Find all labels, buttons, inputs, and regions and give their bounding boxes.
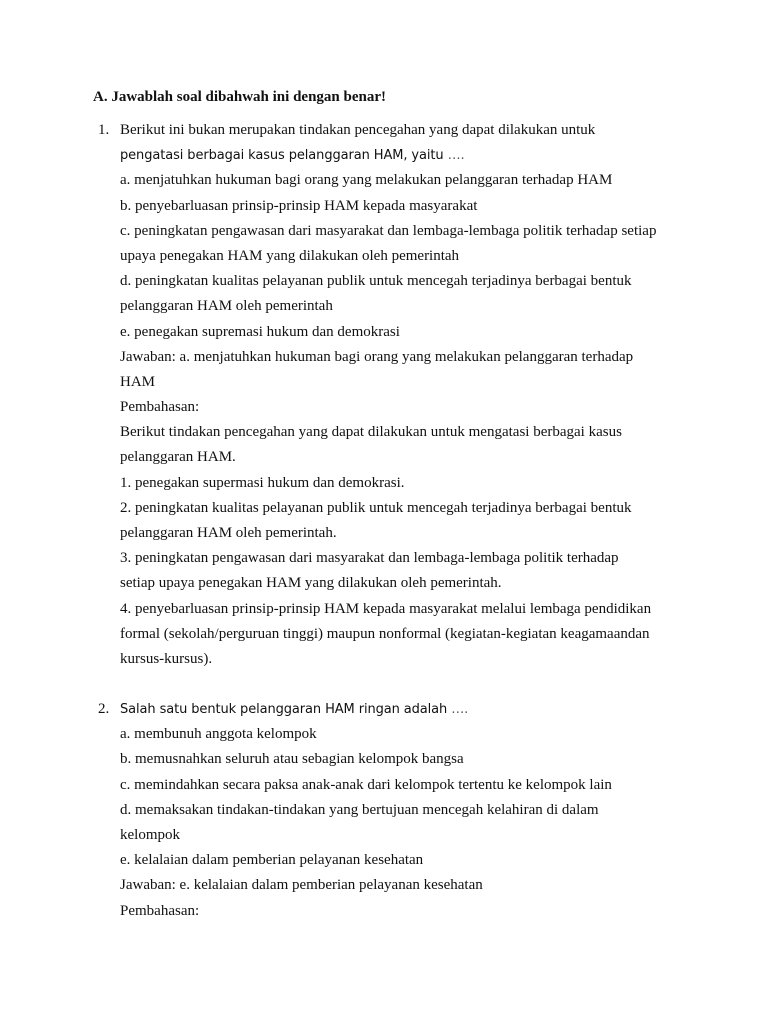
question-body bbox=[120, 118, 680, 672]
question-stem-line: Berikut ini bukan merupakan tindakan pencegahan yang dapat dilakukan untuk bbox=[120, 122, 596, 138]
option-e: e. kelalaian dalam pemberian pelayanan kesehatan bbox=[120, 852, 424, 869]
discussion-label: Pembahasan: bbox=[120, 399, 200, 416]
discussion-line: 3. peningkatan pengawasan dari masyarakat dan lembaga-lembaga politik terhadap bbox=[120, 550, 619, 567]
option-a: a. membunuh anggota kelompok bbox=[120, 726, 317, 743]
question-stem-line: Salah satu bentuk pelanggaran HAM ringan adalah …. bbox=[120, 702, 469, 717]
option-d-continued: kelompok bbox=[120, 826, 180, 843]
discussion-label: Pembahasan: bbox=[120, 902, 200, 919]
discussion-line: 4. penyebarluasan prinsip-prinsip HAM kepada masyarakat melalui lembaga pendidikan bbox=[120, 600, 652, 617]
option-b: b. penyebarluasan prinsip-prinsip HAM kepada masyarakat bbox=[120, 197, 478, 214]
option-c: c. memindahkan secara paksa anak-anak dari kelompok tertentu ke kelompok lain bbox=[120, 776, 612, 793]
answer-line-continued: HAM bbox=[120, 373, 156, 390]
question-number: 1. bbox=[98, 122, 110, 138]
option-e: e. penegakan supremasi hukum dan demokrasi bbox=[120, 323, 400, 340]
discussion-line: setiap upaya penegakan HAM yang dilakukan oleh pemerintah. bbox=[120, 575, 502, 592]
discussion-line: kursus-kursus). bbox=[120, 650, 213, 667]
ellipsis: …. bbox=[447, 148, 465, 164]
option-d-continued: pelanggaran HAM oleh pemerintah bbox=[120, 298, 333, 315]
discussion-line: pelanggaran HAM oleh pemerintah. bbox=[120, 525, 337, 541]
discussion-line: Berikut tindakan pencegahan yang dapat dilakukan untuk mengatasi berbagai kasus bbox=[120, 424, 622, 441]
answer-line: Jawaban: e. kelalaian dalam pemberian pelayanan kesehatan bbox=[120, 877, 483, 894]
option-c: c. peningkatan pengawasan dari masyarakat dan lembaga-lembaga politik terhadap setiap bbox=[120, 222, 657, 239]
question-stem-line: pengatasi berbagai kasus pelanggaran HAM, yaitu …. bbox=[120, 148, 465, 164]
option-c-continued: upaya penegakan HAM yang dilakukan oleh pemerintah bbox=[120, 247, 460, 264]
discussion-line: 2. peningkatan kualitas pelayanan publik untuk mencegah terjadinya berbagai bentuk bbox=[120, 499, 632, 516]
discussion-line: pelanggaran HAM. bbox=[120, 449, 236, 466]
ellipsis: …. bbox=[451, 702, 469, 717]
discussion-line: formal (sekolah/perguruan tinggi) maupun nonformal (kegiatan-kegiatan keagamaandan bbox=[120, 625, 650, 642]
question-body bbox=[120, 697, 680, 924]
option-a: a. menjatuhkan hukuman bagi orang yang melakukan pelanggaran terhadap HAM bbox=[120, 172, 613, 189]
option-d: d. peningkatan kualitas pelayanan publik untuk mencegah terjadinya berbagai bentuk bbox=[120, 273, 632, 290]
section-heading: A. Jawablah soal dibahwah ini dengan benar! bbox=[93, 89, 386, 105]
answer-line: Jawaban: a. menjatuhkan hukuman bagi orang yang melakukan pelanggaran terhadap bbox=[120, 348, 634, 365]
discussion-line: 1. penegakan supermasi hukum dan demokrasi. bbox=[120, 474, 405, 491]
option-b: b. memusnahkan seluruh atau sebagian kelompok bangsa bbox=[120, 751, 464, 768]
question-number: 2. bbox=[98, 701, 110, 717]
option-d: d. memaksakan tindakan-tindakan yang bertujuan mencegah kelahiran di dalam bbox=[120, 801, 599, 818]
